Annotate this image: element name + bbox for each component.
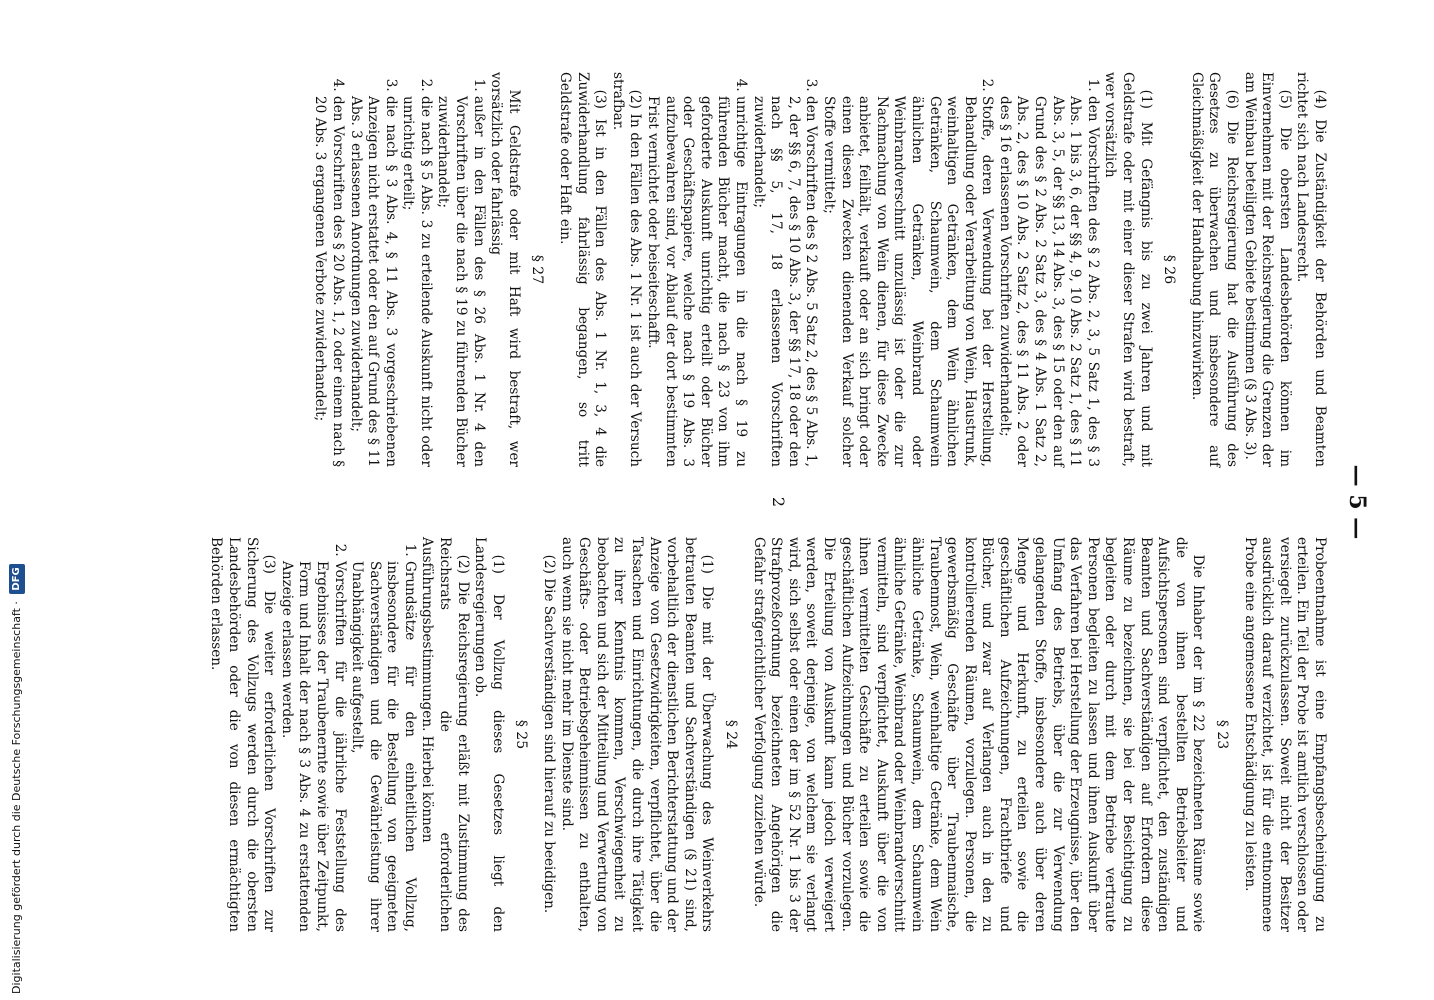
list-item: 3. die nach § 3 Abs. 4, § 11 Abs. 3 vorgeschriebenen Anzeigen nicht erstattet oder den auf Grund des § 11 Abs. 3 erlassenen Anordnungen zuwiderhandelt; (346, 96, 399, 467)
section-heading-23: § 23 (1214, 719, 1231, 750)
paragraph-26-2: (2) In den Fällen des Abs. 1 Nr. 1 ist auch der Versuch strafbar. (609, 72, 644, 467)
list-item: 2. Stoffe, deren Verwendung bei der Herstellung, Behandlung oder Verarbeitung von Wein, Haustrunk, weinhaltigen Getränken, dem Wein ähnlichen Getränken, Schaumwein, dem Schaumwein ähnlichen Getränken, Weinbrand oder Weinbrandverschnitt unzulässig ist oder die zur Nachmachung von Wein dienen, für diese Zwecke anbietet, feilhält, verkauft oder an sich bringt oder einen diesen Zwecken dienenden Verkauf solcher Stoffe vermittelt; (819, 96, 995, 467)
signature-mark: 2 (769, 496, 788, 508)
paragraph-22-5: (5) Die obersten Landesbehörden können im Einvernehmen mit der Reichsregierung die Grenzen der am Weinbau beteiligten Gebiete bestimmen (§ 3 Abs. 3). (1241, 72, 1293, 467)
paragraph-22-6: (6) Die Reichsregierung hat die Ausführung des Gesetzes zu überwachen und insbesondere auf Gleichmäßigkeit der Handhabung hinzuwirken. (1188, 72, 1241, 467)
list-item: 1. den Vorschriften des § 2 Abs. 2, 3, 5 Satz 1, des § 3 Abs. 1 bis 3, 6, der §§ 4, 9, 10 Abs. 2 Satz 1, des § 11 Abs. 3, 5, der §§ 13, 14 Abs. 3, des § 15 oder den auf Grund des § 2 Abs. 2 Satz 3, des § 4 Abs. 1 Satz 2, Abs. 2, des § 10 Abs. 2 Satz 2, des § 11 Abs. 2 oder des § 16 erlassenen Vorschriften zuwiderhandelt; (995, 96, 1101, 467)
paragraph-26-3: (3) Ist in den Fällen des Abs. 1 Nr. 1, 3, 4 die Zuwiderhandlung fahrlässig begangen, so tritt Geldstrafe oder Haft ein. (557, 72, 609, 467)
dfg-logo-icon: DFG (9, 564, 25, 593)
paragraph-25-1: (1) Der Vollzug dieses Gesetzes liegt den Landesregierungen ob. (472, 537, 506, 932)
list-item: 2. die nach § 5 Abs. 3 zu erteilende Auskunft nicht oder unrichtig erteilt; (399, 96, 434, 467)
paragraph-22-continuation: Probeentnahme ist eine Empfangsbescheinigung zu erteilen. Ein Teil der Probe ist amtlich verschlossen oder versiegelt zurückzulassen. Soweit nicht der Besitzer ausdrücklich darauf verzichtet, ist für die entnommene Probe eine angemessene Entschädigung zu leisten. (1241, 537, 1328, 932)
section-heading-25: § 25 (513, 719, 530, 750)
list-item: 4. unrichtige Eintragungen in die nach § 19 zu führenden Bücher macht, die nach § 23 von ihm geforderte Auskunft unrichtig erteilt oder Bücher oder Geschäftspapiere, welche nach § 19 Abs. 3 aufzubewahren sind, vor Ablauf der dort bestimmten Frist vernichtet oder beiseiteschafft. (643, 96, 749, 467)
list-item: 2. Vorschriften für die jährliche Feststellung des Ergebnisses der Traubenernte sowie über Zeitpunkt, Form und Inhalt der nach § 3 Abs. 4 zu erstattenden Anzeige erlassen werden. (277, 561, 347, 932)
paragraph-23: Die Inhaber der im § 22 bezeichneten Räume sowie die von ihnen bestellten Betriebsleiter und Aufsichtspersonen sind verpflichtet, den zuständigen Beamten und Sachverständigen auf Erfordern diese Räume zu bezeichnen, sie bei der Besichtigung zu begleiten oder durch mit dem Betriebe vertraute Personen begleiten zu lassen und ihnen Auskunft über das Verfahren bei Herstellung der Erzeugnisse, über den Umfang des Betriebs, über die zur Verwendung gelangenden Stoffe, insbesondere auch über deren Menge und Herkunft, zu erteilen sowie die geschäftlichen Aufzeichnungen, Frachtbriefe und Bücher, und zwar auf Verlangen auch in den zu kontrollierenden Räumen, vorzulegen. Personen, die gewerbsmäßig Geschäfte über Traubenmaische, Traubenmost, Wein, weinhaltige Getränke, dem Wein ähnliche Getränke, Schaumwein, dem Schaumwein ähnliche Getränke, Weinbrand oder Weinbrandverschnitt vermitteln, sind verpflichtet, Auskunft über die von ihnen vermittelten Geschäfte zu erteilen sowie die geschäftlichen Aufzeichnungen und Bücher vorzulegen. Die Erteilung von Auskunft kann jedoch verweigert werden, soweit derjenige, von welchem sie verlangt wird, sich selbst oder einen der im § 52 Nr. 1 bis 3 der Strafprozeßordnung bezeichneten Angehörigen die Gefahr strafgerichtlicher Verfolgung zuziehen würde. (750, 537, 1207, 932)
section-heading-27: § 27 (529, 254, 546, 285)
section-27-list (311, 72, 487, 467)
page-number-header: — 5 — (1344, 464, 1370, 540)
list-item: 4. den Vorschriften des § 20 Abs. 1, 2 oder einem nach § 20 Abs. 3 ergangenen Verbote zuwiderhandelt; (311, 96, 346, 467)
left-column (311, 72, 1328, 467)
section-25-list (277, 537, 418, 932)
section-heading-24: § 24 (723, 719, 739, 750)
section-26-list (643, 72, 1100, 467)
paragraph-27: Mit Geldstrafe oder mit Haft wird bestraft, wer vorsätzlich oder fahrlässig (488, 72, 522, 467)
paragraph-22-4: (4) Die Zuständigkeit der Behörden und Beamten richtet sich nach Landesrecht. (1294, 72, 1328, 467)
digitization-footer (6, 4, 28, 994)
list-item: 3. den Vorschriften des § 2 Abs. 5 Satz 2, des § 5 Abs. 1, 2, der §§ 6, 7, des § 10 Abs. 3, der §§ 17, 18 oder den nach §§ 5, 17, 18 erlassenen Vorschriften zuwiderhandelt; (749, 96, 819, 467)
paragraph-25-3: (3) Die weiter erforderlichen Vorschriften zur Sicherung des Vollzugs werden durch die obersten Landesbehörden oder die von diesen ermächtigten Behörden erlassen. (208, 537, 278, 932)
right-column (207, 537, 1328, 932)
paragraph-24-1: (1) Die mit der Überwachung des Weinverkehrs betrauten Beamten und Sachverständigen (§ 21) sind, vorbehaltlich der dienstlichen Berichterstattung und der Anzeige von Gesetzwidrigkeiten, verpflichtet, über die Tatsachen und Einrichtungen, die durch ihre Tätigkeit zu ihrer Kenntnis kommen, Verschwiegenheit zu beobachten und sich der Mitteilung und Verwertung von Geschäfts- oder Betriebsgeheimnissen zu enthalten, auch wenn sie nicht mehr im Dienste sind. (558, 537, 716, 932)
law-page (140, 72, 1380, 932)
list-item: 1. Grundsätze für den einheitlichen Vollzug, insbesondere für die Bestellung von geeigneten Sachverständigen und die Gewährleistung ihrer Unabhängigkeit aufgestellt, (348, 561, 418, 932)
list-item: 1. außer in den Fällen des § 26 Abs. 1 Nr. 4 den Vorschriften über die nach § 19 zu führenden Bücher zuwiderhandelt; (434, 96, 487, 467)
paragraph-26-1: (1) Mit Gefängnis bis zu zwei Jahren und mit Geldstrafe oder mit einer dieser Strafen wird bestraft, wer vorsätzlich (1102, 72, 1154, 467)
section-heading-26: § 26 (1161, 254, 1178, 285)
paragraph-25-2: (2) Die Reichsregierung erläßt mit Zustimmung des Reichsrats die erforderlichen Ausführungsbestimmungen. Hierbei können (419, 537, 471, 932)
footer-credit-text: Digitalisierung gefördert durch die Deutsche Forschungsgemeinschaft · (10, 601, 23, 994)
paragraph-24-2: (2) Die Sachverständigen sind hierauf zu beeidigen. (541, 554, 558, 914)
